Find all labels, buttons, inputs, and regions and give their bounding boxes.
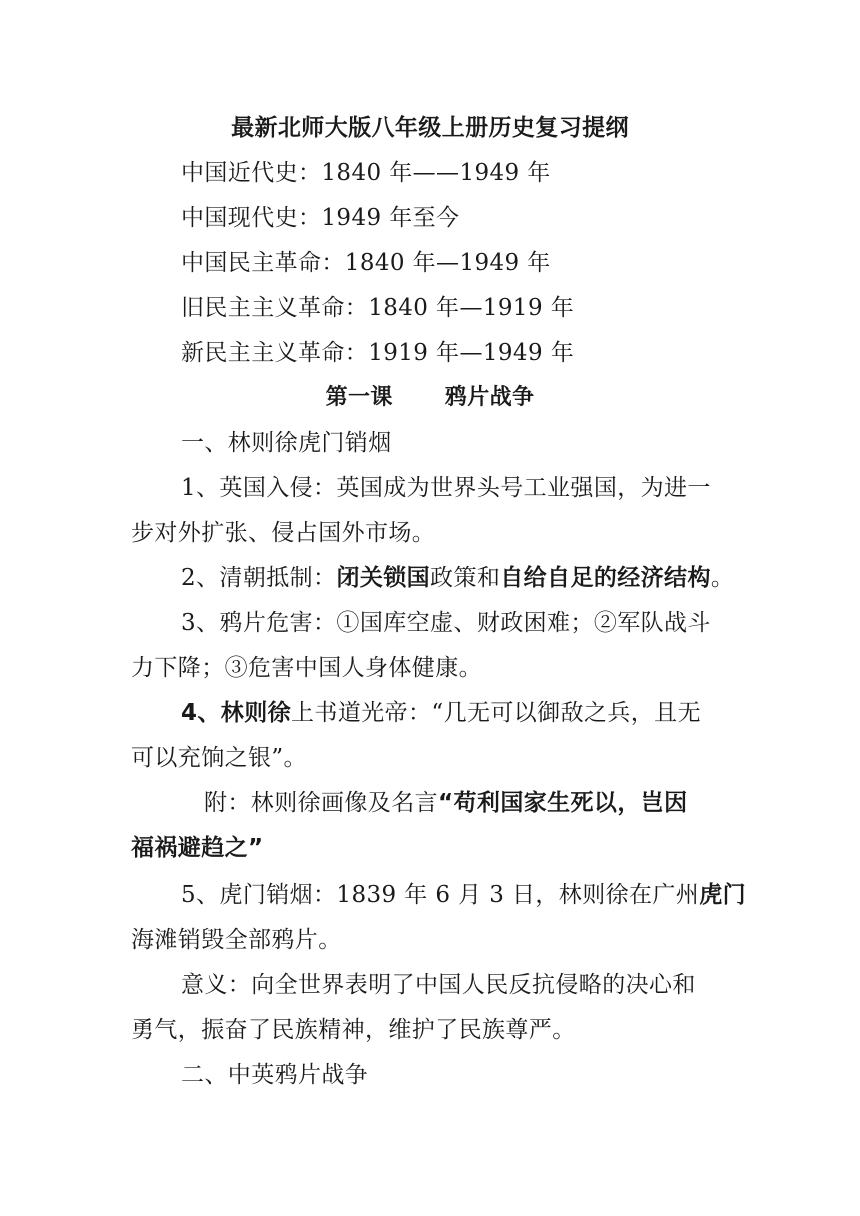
text-run: 。 (710, 565, 735, 591)
section-heading: 二、中英鸦片战争 (181, 1062, 369, 1088)
paragraph-line: 步对外扩张、侵占国外市场。 (131, 520, 436, 546)
paragraph-line (204, 788, 688, 818)
paragraph-line: 意义：向全世界表明了中国人民反抗侵略的决心和 (181, 972, 696, 998)
period-line: 中国现代史：1949 年至今 (181, 205, 460, 231)
paragraph-line: 可以充饷之银”。 (131, 745, 307, 771)
text-run: 2、清朝抵制： (181, 565, 337, 591)
period-line: 中国近代史：1840 年——1949 年 (181, 160, 551, 186)
text-run: 5、虎门销烟：1839 年 6 月 3 日，林则徐在广州 (181, 882, 700, 908)
bold-quote: 福祸避趋之” (131, 835, 264, 861)
paragraph-line: 勇气，振奋了民族精神，维护了民族尊严。 (131, 1017, 576, 1043)
lesson-heading (0, 383, 860, 413)
document-title: 最新北师大版八年级上册历史复习提纲 (231, 115, 629, 141)
period-line: 新民主主义革命：1919 年—1949 年 (181, 340, 575, 366)
paragraph-line: 3、鸦片危害：①国库空虚、财政困难；②军队战斗 (181, 610, 711, 636)
bold-term: 4、林则徐 (181, 700, 292, 726)
paragraph-line: 力下降；③危害中国人身体健康。 (131, 655, 482, 681)
text-run: 附：林则徐画像及名言 (204, 790, 438, 816)
paragraph-line (181, 880, 746, 910)
paragraph-line (181, 698, 701, 728)
bold-quote: “苟利国家生死以，岂因 (438, 790, 688, 816)
section-heading: 一、林则徐虎门销烟 (181, 430, 392, 456)
paragraph-line (181, 563, 734, 593)
paragraph-line: 海滩销毁全部鸦片。 (131, 927, 342, 953)
period-line: 中国民主革命：1840 年—1949 年 (181, 250, 551, 276)
lesson-number: 第一课 (325, 385, 393, 410)
paragraph-line: 1、英国入侵：英国成为世界头号工业强国，为进一 (181, 475, 711, 501)
bold-term: 闭关锁国 (336, 565, 431, 591)
bold-term: 虎门 (699, 882, 747, 908)
text-run: 政策和 (430, 565, 501, 591)
text-run: 上书道光帝：“几无可以御敌之兵，且无 (291, 700, 701, 726)
bold-term: 自给自足的经济结构 (500, 565, 711, 591)
period-line: 旧民主主义革命：1840 年—1919 年 (181, 295, 575, 321)
lesson-name: 鸦片战争 (444, 385, 535, 410)
